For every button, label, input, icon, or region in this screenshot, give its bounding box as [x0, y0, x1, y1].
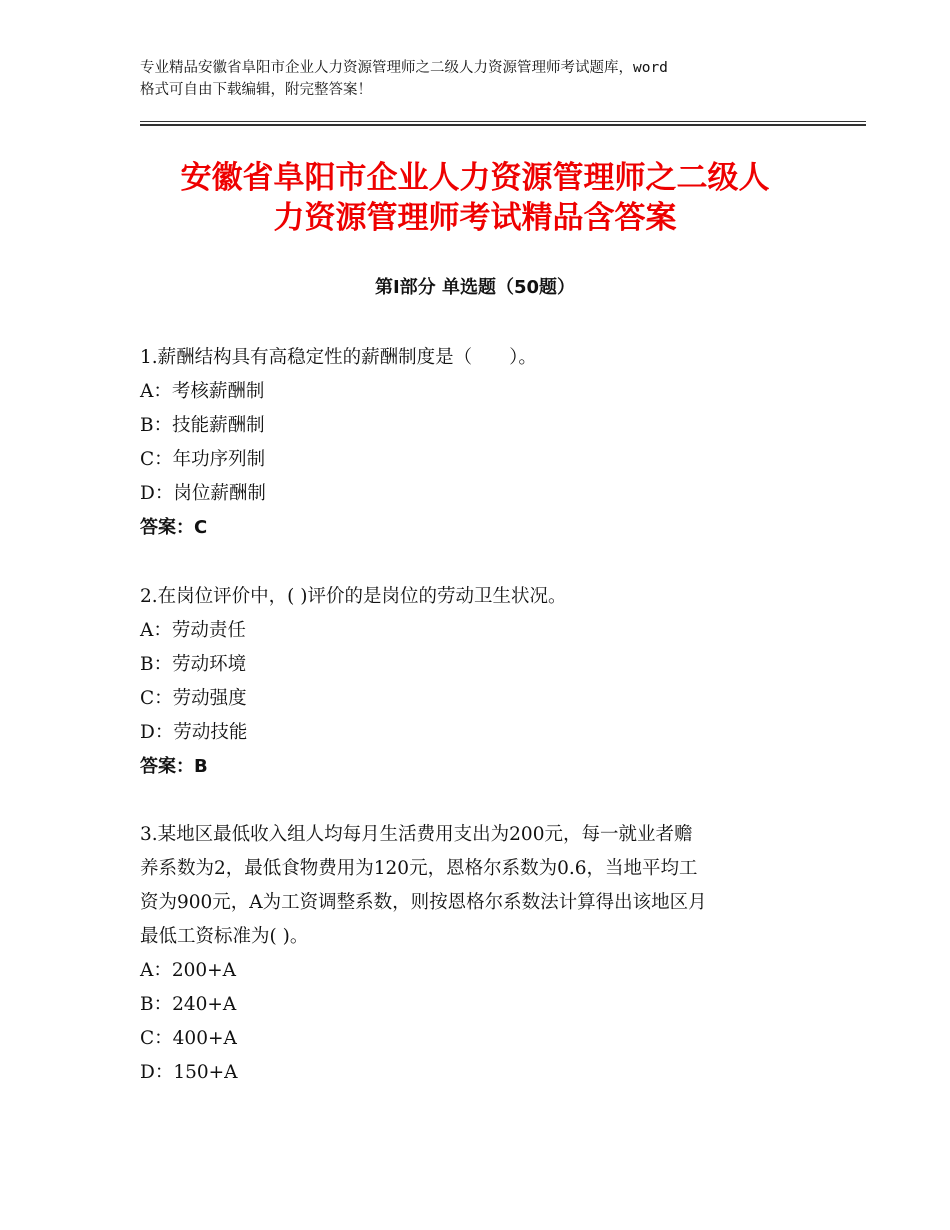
section-title: 第Ⅰ部分 单选题（50题） [374, 277, 575, 298]
option-b: B：劳动环境 [140, 654, 247, 675]
option-a: A：考核薪酬制 [140, 381, 265, 402]
option-c: C：劳动强度 [140, 688, 247, 709]
question-stem-line: 养系数为2，最低食物费用为120元，恩格尔系数为0.6，当地平均工 [140, 858, 698, 879]
option-d: D：岗位薪酬制 [140, 483, 266, 504]
document-title [120, 158, 830, 238]
option-b: B：240+A [140, 994, 237, 1015]
option-c: C：年功序列制 [140, 449, 266, 470]
answer-line: 答案：C [140, 517, 208, 538]
header-note-line: 格式可自由下载编辑，附完整答案！ [140, 82, 372, 98]
question-3 [140, 818, 840, 1090]
question-stem-line: 资为900元，A为工资调整系数，则按恩格尔系数法计算得出该地区月 [140, 892, 707, 913]
answer-line: 答案：B [140, 756, 208, 777]
question-1 [140, 341, 840, 545]
question-2 [140, 580, 840, 784]
option-d: D：劳动技能 [140, 722, 248, 743]
header-note-line: 专业精品安徽省阜阳市企业人力资源管理师之二级人力资源管理师考试题库，word [140, 60, 668, 76]
option-c: C：400+A [140, 1028, 237, 1049]
option-a: A：劳动责任 [140, 620, 246, 641]
option-a: A：200+A [140, 960, 237, 981]
option-d: D：150+A [140, 1062, 238, 1083]
question-stem-line: 3.某地区最低收入组人均每月生活费用支出为200元，每一就业者赡 [140, 824, 693, 845]
question-stem-line: 最低工资标准为( )。 [140, 926, 309, 947]
option-b: B：技能薪酬制 [140, 415, 265, 436]
document-title-line: 安徽省阜阳市企业人力资源管理师之二级人 [180, 160, 770, 196]
question-stem: 1.薪酬结构具有高稳定性的薪酬制度是（ ）。 [140, 347, 537, 368]
header-divider [140, 124, 866, 126]
header-note [140, 57, 830, 101]
header-divider [140, 121, 866, 122]
question-stem: 2.在岗位评价中，( )评价的是岗位的劳动卫生状况。 [140, 586, 567, 607]
document-title-line: 力资源管理师考试精品含答案 [273, 200, 677, 236]
